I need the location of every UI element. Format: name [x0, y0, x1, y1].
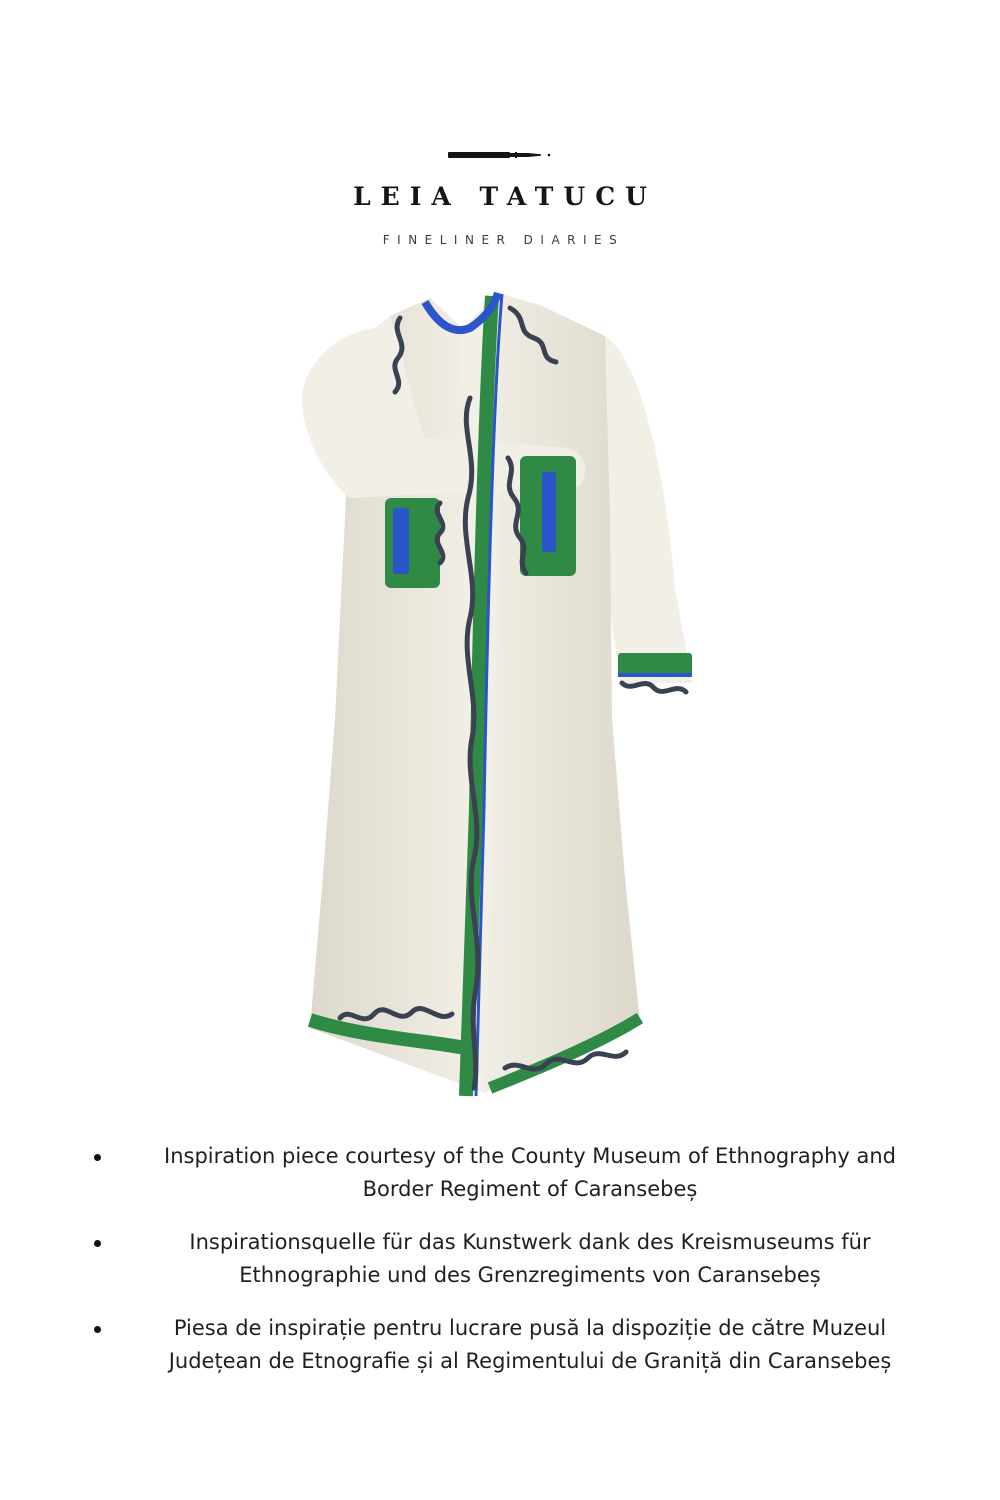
brand-title: LEIA TATUCU [353, 182, 657, 211]
caption-german [80, 1226, 930, 1292]
caption-text: Inspirationsquelle für das Kunstwerk dank des Kreismuseums für Ethnographie und des Grenzregiments von Caransebeș [189, 1230, 871, 1287]
caption-romanian [80, 1312, 930, 1378]
coat-image [280, 288, 700, 1103]
bullet-icon [94, 1154, 101, 1161]
bullet-icon [94, 1240, 101, 1247]
bullet-icon [94, 1326, 101, 1333]
caption-list [80, 1140, 930, 1398]
caption-english [80, 1140, 930, 1206]
brand-subtitle: FINELINER DIARIES [382, 233, 625, 247]
brand-header [0, 150, 1000, 247]
fineliner-pen-icon [445, 150, 555, 160]
caption-text: Piesa de inspirație pentru lucrare pusă la dispoziție de către Muzeul Județean de Etnografie și al Regimentului de Graniță din Caransebeș [168, 1316, 892, 1373]
caption-text: Inspiration piece courtesy of the County Museum of Ethnography and Border Regiment of Caransebeș [164, 1144, 896, 1201]
